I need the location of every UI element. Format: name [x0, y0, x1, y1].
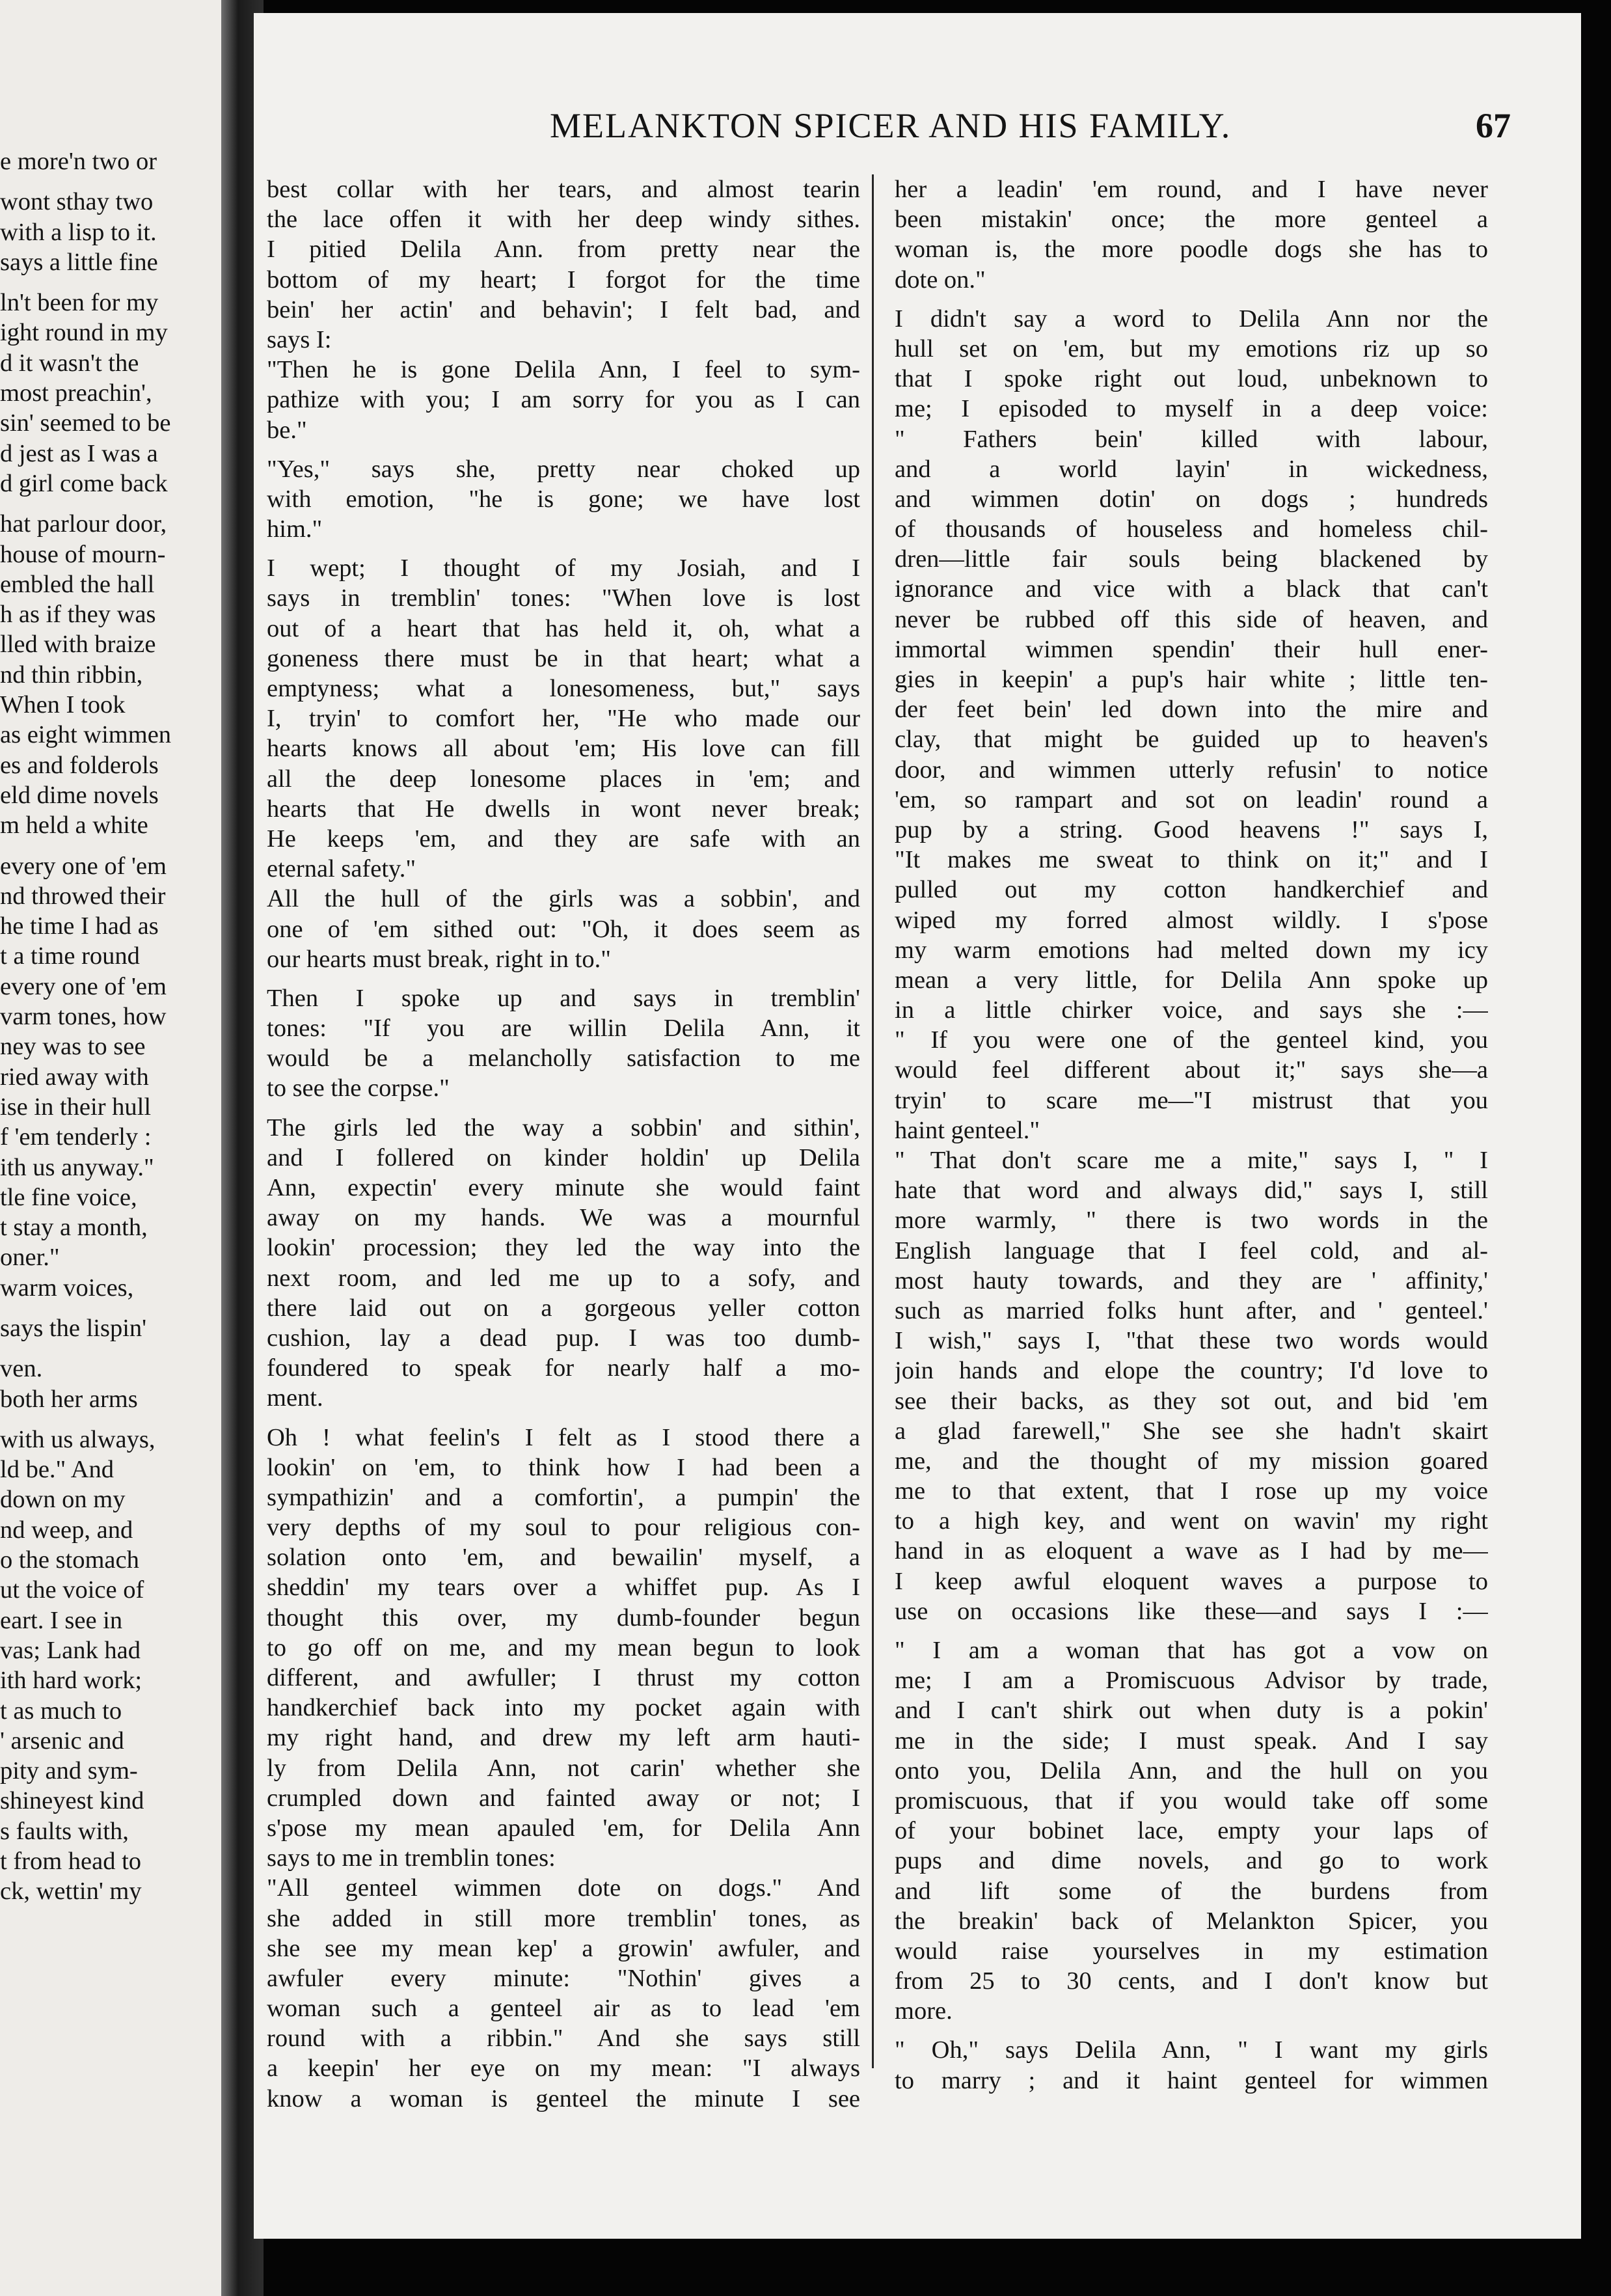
text-line: most hauty towards, and they are ' affinity,' — [895, 1266, 1488, 1294]
text-line: solation onto 'em, and bewailin' myself, a — [267, 1544, 860, 1572]
text-line: with emotion, "he is gone; we have lost — [267, 485, 860, 513]
text-line: es and folderols — [0, 751, 159, 779]
text-line: varm tones, how — [0, 1003, 167, 1031]
text-line: me, and the thought of my mission goared — [895, 1447, 1488, 1475]
text-line: best collar with her tears, and almost tearin — [267, 176, 860, 203]
text-line: clay, that might be guided up to heaven's — [895, 726, 1488, 754]
column-rule — [872, 174, 874, 2068]
text-line: When I took — [0, 691, 126, 719]
text-line: sympathizin' and a comfortin', a pumpin' the — [267, 1483, 860, 1511]
text-line: emptyness; what a lonesomeness, but," says — [267, 675, 860, 702]
text-line: I, tryin' to comfort her, "He who made our — [267, 705, 860, 733]
left-page-text — [0, 146, 228, 1907]
text-line: tle fine voice, — [0, 1183, 137, 1211]
text-line: ld be." And — [0, 1456, 115, 1484]
text-line: lookin' procession; they led the way into the — [267, 1234, 860, 1262]
text-line: would feel different about it;" says she—a — [895, 1056, 1488, 1084]
text-line: says I: — [267, 325, 332, 353]
text-line: t from head to — [0, 1848, 142, 1876]
text-line: hat parlour door, — [0, 510, 167, 538]
text-line: me in the side; I must speak. And I say — [895, 1727, 1488, 1755]
text-line: woman is, the more poodle dogs she has to — [895, 236, 1488, 264]
text-line: very depths of my soul to pour religious con- — [267, 1514, 860, 1542]
text-line: most preachin', — [0, 379, 152, 407]
text-line: I pitied Delila Ann. from pretty near the — [267, 236, 860, 264]
text-line: f 'em tenderly : — [0, 1123, 152, 1151]
text-line: ignorance and vice with a black that can't — [895, 575, 1488, 603]
text-line: would raise yourselves in my estimation — [895, 1937, 1488, 1965]
text-line: immortal wimmen spendin' their hull ener- — [895, 635, 1488, 663]
text-line: door, and wimmen utterly refusin' to notice — [895, 756, 1488, 784]
text-line: wont sthay two — [0, 188, 154, 216]
text-line: use on occasions like these—and says I :— — [895, 1597, 1488, 1625]
text-line: I wept; I thought of my Josiah, and I — [267, 554, 860, 582]
text-line: nd weep, and — [0, 1516, 133, 1544]
text-line: every one of 'em — [0, 852, 167, 880]
text-line: she added in still more tremblin' tones, as — [267, 1904, 860, 1932]
text-line: I didn't say a word to Delila Ann nor the — [895, 305, 1488, 333]
text-line: goneness there must be in that heart; what a — [267, 644, 860, 672]
text-line: sheddin' my tears over a whiffet pup. As I — [267, 1574, 860, 1602]
text-line: hearts that He dwells in wont never break; — [267, 795, 860, 823]
text-line: the breakin' back of Melankton Spicer, you — [895, 1907, 1488, 1935]
text-line: All the hull of the girls was a sobbin', and — [267, 885, 860, 913]
text-line: out of a heart that has held it, oh, what a — [267, 614, 860, 642]
text-line: know a woman is genteel the minute I see — [267, 2084, 860, 2112]
text-line: all the deep lonesome places in 'em; and — [267, 765, 860, 793]
text-line: gies in keepin' a pup's hair white ; little ten- — [895, 666, 1488, 693]
text-line: her a leadin' 'em round, and I have never — [895, 176, 1488, 203]
text-line: a keepin' her eye on my mean: "I always — [267, 2055, 860, 2083]
text-line: eart. I see in — [0, 1606, 123, 1634]
text-line: join hands and elope the country; I'd love to — [895, 1357, 1488, 1385]
text-line: haint genteel." — [895, 1116, 1040, 1144]
text-line: o the stomach — [0, 1546, 139, 1574]
text-line: with a lisp to it. — [0, 218, 157, 246]
text-line: been mistakin' once; the more genteel a — [895, 206, 1488, 234]
text-line: of thousands of houseless and homeless chil- — [895, 515, 1488, 543]
text-line: she see my mean kep' a growin' awfuler, and — [267, 1934, 860, 1962]
text-line: ck, wettin' my — [0, 1878, 142, 1906]
text-line: and lift some of the burdens from — [895, 1877, 1488, 1905]
text-line: and wimmen dotin' on dogs ; hundreds — [895, 485, 1488, 513]
text-line: my warm emotions had melted down my icy — [895, 936, 1488, 964]
text-line: me; I am a Promiscuous Advisor by trade, — [895, 1667, 1488, 1695]
text-line: ise in their hull — [0, 1093, 152, 1121]
text-column-right — [895, 174, 1488, 2179]
text-line: a glad farewell," She see she hadn't skairt — [895, 1417, 1488, 1445]
text-line: pups and dime novels, and go to work — [895, 1847, 1488, 1875]
text-line: ith hard work; — [0, 1667, 142, 1695]
text-line: English language that I feel cold, and al- — [895, 1237, 1488, 1264]
text-line: him." — [267, 515, 323, 543]
text-line: tryin' to scare me—"I mistrust that you — [895, 1086, 1488, 1114]
text-line: me to that extent, that I rose up my voice — [895, 1477, 1488, 1505]
text-line: ight round in my — [0, 319, 168, 347]
text-line: onto you, Delila Ann, and the hull on you — [895, 1756, 1488, 1784]
text-line: ' arsenic and — [0, 1727, 124, 1755]
text-line: der feet bein' led down into the mire and — [895, 696, 1488, 724]
text-line: lookin' on 'em, to think how I had been a — [267, 1453, 860, 1481]
text-line: " I am a woman that has got a vow on — [895, 1637, 1488, 1664]
text-line: to go off on me, and my mean begun to look — [267, 1633, 860, 1661]
text-line: "Yes," says she, pretty near choked up — [267, 455, 860, 483]
text-line: pup by a string. Good heavens !" says I, — [895, 815, 1488, 843]
text-line: nd throwed their — [0, 882, 166, 910]
text-line: ven. — [0, 1355, 43, 1383]
text-line: handkerchief back into my pocket again with — [267, 1694, 860, 1722]
text-line: s faults with, — [0, 1817, 129, 1845]
text-line: house of mourn- — [0, 540, 166, 568]
text-line: Then I spoke up and says in tremblin' — [267, 984, 860, 1012]
running-head-title: MELANKTON SPICER AND HIS FAMILY. — [550, 106, 1232, 145]
text-line: t stay a month, — [0, 1214, 148, 1242]
text-line: eld dime novels — [0, 781, 159, 809]
text-line: d it wasn't the — [0, 349, 139, 377]
text-line: awfuler every minute: "Nothin' gives a — [267, 1964, 860, 1992]
page-number: 67 — [1476, 106, 1511, 145]
text-line: d jest as I was a — [0, 439, 158, 467]
text-line: embled the hall — [0, 570, 155, 598]
text-line: ment. — [267, 1384, 323, 1412]
text-line: foundered to speak for nearly half a mo- — [267, 1354, 860, 1382]
text-line: I keep awful eloquent waves a purpose to — [895, 1567, 1488, 1595]
text-line: more warmly, " there is two words in the — [895, 1207, 1488, 1235]
text-line: " Fathers bein' killed with labour, — [895, 425, 1488, 453]
text-line: as eight wimmen — [0, 721, 172, 749]
text-line: says a little fine — [0, 248, 158, 276]
text-line: bottom of my heart; I forgot for the time — [267, 266, 860, 294]
text-line: "Then he is gone Delila Ann, I feel to sym- — [267, 356, 860, 384]
text-line: shineyest kind — [0, 1787, 144, 1815]
text-line: " That don't scare me a mite," says I, " I — [895, 1147, 1488, 1174]
text-line: t as much to — [0, 1697, 122, 1725]
text-line: my right hand, and drew my left arm hauti- — [267, 1724, 860, 1752]
text-line: ried away with — [0, 1063, 149, 1091]
text-line: ln't been for my — [0, 289, 159, 317]
text-line: me; I episoded to myself in a deep voice: — [895, 395, 1488, 423]
text-line: round with a ribbin." And she says still — [267, 2025, 860, 2053]
text-line: wiped my forred almost wildly. I s'pose — [895, 906, 1488, 934]
running-head — [254, 105, 1581, 151]
text-line: be." — [267, 416, 307, 444]
text-line: crumpled down and fainted away or not; I — [267, 1784, 860, 1812]
text-line: cushion, lay a dead pup. I was too dumb- — [267, 1324, 860, 1352]
text-line: " If you were one of the genteel kind, you — [895, 1026, 1488, 1054]
text-line: d girl come back — [0, 469, 168, 497]
text-line: he time I had as — [0, 912, 159, 940]
text-line: oner." — [0, 1244, 60, 1272]
text-line: down on my — [0, 1486, 126, 1514]
text-line: h as if they was — [0, 601, 156, 629]
text-line: ut the voice of — [0, 1576, 144, 1604]
text-line: and I can't shirk out when duty is a pokin' — [895, 1697, 1488, 1725]
text-line: pulled out my cotton handkerchief and — [895, 876, 1488, 904]
text-line: says to me in tremblin tones: — [267, 1844, 556, 1872]
text-line: and I follered on kinder holdin' up Delila — [267, 1143, 860, 1171]
text-line: " Oh," says Delila Ann, " I want my girls — [895, 2036, 1488, 2064]
text-line: thought this over, my dumb-founder begun — [267, 1604, 860, 1632]
text-line: "All genteel wimmen dote on dogs." And — [267, 1874, 860, 1902]
text-line: promiscuous, that if you would take off some — [895, 1786, 1488, 1814]
text-line: vas; Lank had — [0, 1636, 141, 1664]
text-line: says the lispin' — [0, 1314, 147, 1342]
text-line: ly from Delila Ann, not carin' whether she — [267, 1754, 860, 1782]
text-line: ith us anyway." — [0, 1153, 154, 1181]
text-line: one of 'em sithed out: "Oh, it does seem as — [267, 915, 860, 943]
text-line: warm voices, — [0, 1274, 134, 1302]
text-line: ney was to see — [0, 1033, 146, 1061]
text-line: The girls led the way a sobbin' and sithin', — [267, 1114, 860, 1141]
text-line: mean a very little, for Delila Ann spoke up — [895, 966, 1488, 994]
text-line: Ann, expectin' every minute she would faint — [267, 1174, 860, 1201]
text-line: every one of 'em — [0, 972, 167, 1000]
text-line: such as married folks hunt after, and ' genteel.' — [895, 1296, 1488, 1324]
text-line: next room, and led me up to a sofy, and — [267, 1264, 860, 1292]
text-line: hand in as eloquent a wave as I had by me— — [895, 1537, 1488, 1565]
text-line: pathize with you; I am sorry for you as I can — [267, 386, 860, 414]
text-line: tones: "If you are willin Delila Ann, it — [267, 1015, 860, 1043]
text-line: of your bobinet lace, empty your laps of — [895, 1817, 1488, 1845]
text-line: to a high key, and went on wavin' my right — [895, 1507, 1488, 1535]
text-line: I wish," says I, "that these two words would — [895, 1327, 1488, 1355]
text-line: hull set on 'em, but my emotions riz up so — [895, 335, 1488, 362]
text-line: away on my hands. We was a mournful — [267, 1204, 860, 1232]
text-line: more. — [895, 1997, 953, 2025]
text-line: to marry ; and it haint genteel for wimmen — [895, 2066, 1488, 2094]
text-line: see their backs, as they sot out, and bid 'em — [895, 1387, 1488, 1415]
text-line: m held a white — [0, 812, 148, 840]
text-line: from 25 to 30 cents, and I don't know but — [895, 1967, 1488, 1995]
text-line: e more'n two or — [0, 148, 157, 175]
text-line: pity and sym- — [0, 1757, 138, 1785]
text-line: 'em, so rampart and sot on leadin' round a — [895, 786, 1488, 813]
text-line: says in tremblin' tones: "When love is lost — [267, 584, 860, 612]
text-line: lled with braize — [0, 631, 156, 659]
left-page-fragment — [0, 0, 234, 2296]
text-line: t a time round — [0, 942, 140, 970]
text-line: with us always, — [0, 1425, 156, 1453]
text-line: s'pose my mean apauled 'em, for Delila Ann — [267, 1814, 860, 1842]
text-line: different, and awfuller; I thrust my cotton — [267, 1664, 860, 1691]
text-line: to see the corpse." — [267, 1074, 450, 1102]
text-line: eternal safety." — [267, 855, 416, 883]
text-line: He keeps 'em, and they are safe with an — [267, 825, 860, 853]
text-line: woman such a genteel air as to lead 'em — [267, 1995, 860, 2023]
text-line: our hearts must break, right in to." — [267, 945, 611, 973]
text-line: bein' her actin' and behavin'; I felt bad, and — [267, 295, 860, 323]
text-line: there laid out on a gorgeous yeller cotton — [267, 1294, 860, 1322]
text-line: dote on." — [895, 266, 986, 294]
text-line: both her arms — [0, 1385, 138, 1413]
text-line: hate that word and always did," says I, still — [895, 1177, 1488, 1205]
page — [254, 13, 1581, 2239]
text-line: "It makes me sweat to think on it;" and I — [895, 846, 1488, 874]
text-line: sin' seemed to be — [0, 409, 171, 437]
text-column-left — [267, 174, 860, 2179]
text-line: would be a melancholly satisfaction to me — [267, 1045, 860, 1073]
text-line: and a world layin' in wickedness, — [895, 455, 1488, 483]
text-line: never be rubbed off this side of heaven, and — [895, 605, 1488, 633]
text-line: dren—little fair souls being blackened by — [895, 545, 1488, 573]
text-line: that I spoke right out loud, unbeknown to — [895, 365, 1488, 393]
text-line: in a little chirker voice, and says she :— — [895, 996, 1488, 1024]
text-line: the lace offen it with her deep windy sithes. — [267, 206, 860, 234]
text-line: nd thin ribbin, — [0, 661, 143, 689]
text-line: hearts knows all about 'em; His love can fill — [267, 735, 860, 763]
text-line: Oh ! what feelin's I felt as I stood there a — [267, 1423, 860, 1451]
